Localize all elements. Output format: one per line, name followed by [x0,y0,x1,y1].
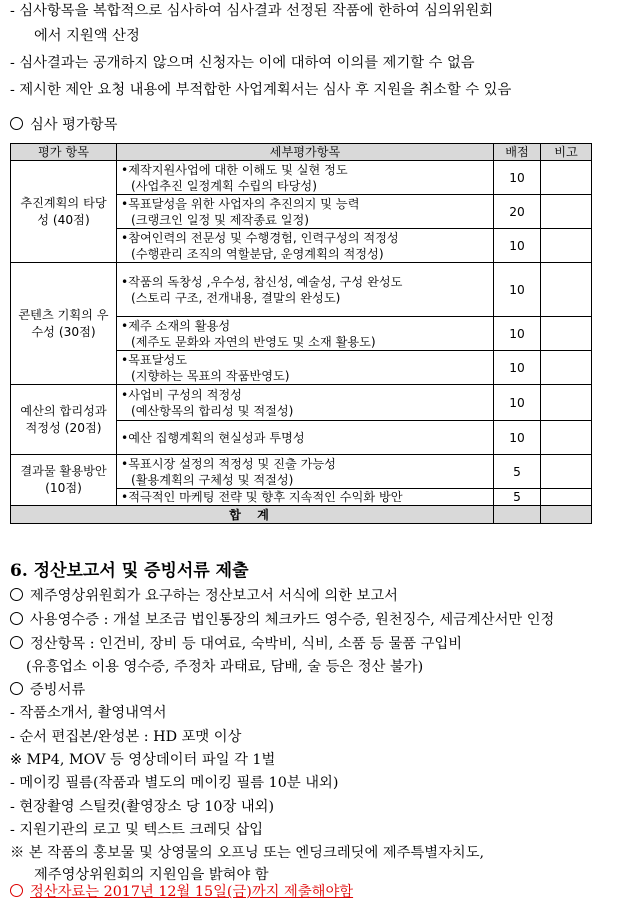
table-row [11,263,592,317]
category-line: 예산의 [20,403,56,418]
detail-main: •참여인력의 전문성 및 수행경험, 인력구성의 적정성 [121,230,399,245]
header-note: 비고 [541,144,592,161]
note-cell [541,317,592,351]
circle-bullet-icon [10,884,23,897]
top-bullet-1-cont: 에서 지원액 산정 [34,28,140,44]
score-cell: 20 [494,195,541,229]
detail-cell [117,489,494,506]
header-score: 배점 [494,144,541,161]
eval-heading [10,114,117,136]
detail-cell [117,195,494,229]
detail-main: •목표달성도 [121,352,188,367]
note-cell [541,489,592,506]
s6-line: 제주영상위원회의 지원임을 밝혀야 함 [34,867,269,883]
circle-bullet-icon [10,636,23,649]
detail-main: •목표달성을 위한 사업자의 추진의지 및 능력 [121,196,360,211]
section6-title: 6. 정산보고서 및 증빙서류 제출 [10,561,249,581]
category-line: 활용방안 [59,464,107,478]
s6-text: 사용영수증 : 개설 보조금 법인통장의 체크카드 영수증, 원천징수, 세금계산서만 인정 [30,612,555,628]
detail-main: •목표시장 설정의 적정성 및 진출 가능성 [121,456,336,471]
detail-main: •제작지원사업에 대한 이해도 및 실현 정도 [121,162,348,177]
s6-line [10,633,462,655]
category-cell [11,161,117,263]
eval-heading-text: 심사 평가항목 [30,117,118,133]
note-cell [541,351,592,385]
category-line: 우수성 [31,307,109,339]
table-row [11,455,592,489]
note-cell [541,263,592,317]
category-cell [11,455,117,506]
total-note [541,506,592,524]
score-cell: 10 [494,161,541,195]
detail-main: •작품의 독창성 ,우수성, 참신성, 예술성, 구성 완성도 [121,274,403,289]
s6-text: 증빙서류 [30,682,86,698]
s6-line: - 작품소개서, 촬영내역서 [10,705,167,721]
score-cell: 10 [494,421,541,455]
header-category: 평가 항목 [11,144,117,161]
table-row [11,161,592,195]
category-line: 콘텐츠 기획의 [18,307,93,322]
total-score [494,506,541,524]
detail-sub: (제주도 문화와 자연의 반영도 및 소재 활용도) [131,334,376,349]
s6-line: - 순서 편집본/완성본 : HD 포맷 이상 [10,729,242,745]
category-line: 결과물 [20,464,56,478]
s6-line: ※ MP4, MOV 등 영상데이터 파일 각 1벌 [10,752,276,768]
category-line: 적정성 [25,420,61,435]
s6-line: - 지원기관의 로고 및 텍스트 크레딧 삽입 [10,822,264,838]
s6-text: 정산항목 : 인건비, 장비 등 대여료, 숙박비, 식비, 소품 등 물품 구입비 [30,636,463,652]
s6-line: - 메이킹 필름(작품과 별도의 메이킹 필름 10분 내외) [10,775,339,791]
note-cell [541,455,592,489]
s6-line [10,585,398,607]
detail-sub: (활용계획의 구체성 및 적절성) [131,472,294,487]
top-bullet-2: - 심사결과는 공개하지 않으며 신청자는 이에 대하여 이의를 제기할 수 없음 [10,55,475,71]
category-line: 합리성과 [59,403,107,418]
detail-cell [117,161,494,195]
s6-line: (유흥업소 이용 영수증, 주정차 과태료, 담배, 술 등은 정산 불가) [26,659,424,675]
header-detail: 세부평가항목 [117,144,494,161]
s6-deadline-text: 정산자료는 2017년 12월 15일(금)까지 제출해야함 [30,884,354,900]
s6-line [10,609,554,631]
evaluation-table [10,143,592,524]
top-bullet-1: - 심사항목을 복합적으로 심사하여 심사결과 선정된 작품에 한하여 심의위원회 [10,3,494,19]
note-cell [541,229,592,263]
category-line: 추진계획의 [20,195,80,210]
total-label: 합 계 [11,506,494,524]
detail-sub: (스토리 구조, 전개내용, 결말의 완성도) [131,290,341,305]
detail-cell [117,455,494,489]
s6-line [10,679,85,701]
s6-line: - 현장촬영 스틸컷(촬영장소 당 10장 내외) [10,799,275,815]
score-cell: 10 [494,229,541,263]
table-row [11,385,592,421]
top-bullet-3: - 제시한 제안 요청 내용에 부적합한 사업계획서는 심사 후 지원을 취소할 수 있음 [10,82,512,98]
score-cell: 10 [494,317,541,351]
score-cell: 5 [494,455,541,489]
detail-sub: (크랭크인 일정 및 제작종료 일정) [131,212,310,227]
category-line: (10점) [45,481,82,495]
note-cell [541,161,592,195]
note-cell [541,421,592,455]
detail-cell [117,421,494,455]
circle-bullet-icon [10,612,23,625]
detail-main: •사업비 구성의 적정성 [121,387,242,402]
s6-text: 제주영상위원회가 요구하는 정산보고서 서식에 의한 보고서 [30,588,398,604]
note-cell [541,195,592,229]
circle-bullet-icon [10,117,23,130]
category-line: (20점) [64,420,102,435]
detail-cell [117,351,494,385]
detail-sub: (지향하는 목표의 작품반영도) [131,368,290,383]
s6-deadline-line [10,881,353,903]
category-cell [11,385,117,455]
detail-cell [117,317,494,351]
category-line: (30점) [58,324,96,339]
detail-cell [117,229,494,263]
circle-bullet-icon [10,682,23,695]
detail-cell [117,263,494,317]
category-line: (40점) [52,212,90,227]
note-cell [541,385,592,421]
circle-bullet-icon [10,588,23,601]
category-line: 타당성 [37,195,107,227]
score-cell: 5 [494,489,541,506]
detail-sub: (사업추진 일정계획 수립의 타당성) [131,178,317,193]
detail-sub: (예산항목의 합리성 및 적절성) [131,403,294,418]
score-cell: 10 [494,385,541,421]
detail-main: •예산 집행계획의 현실성과 투명성 [121,430,305,445]
score-cell: 10 [494,263,541,317]
s6-line: ※ 본 작품의 홍보물 및 상영물의 오프닝 또는 엔딩크레딧에 제주특별자치도, [10,845,485,861]
detail-main: •적극적인 마케팅 전략 및 향후 지속적인 수익화 방안 [121,490,403,504]
detail-main: •제주 소재의 활용성 [121,318,231,333]
category-cell [11,263,117,385]
detail-sub: (수행관리 조직의 역할분담, 운영계획의 적정성) [131,246,384,261]
total-row [11,506,592,524]
detail-cell [117,385,494,421]
score-cell: 10 [494,351,541,385]
